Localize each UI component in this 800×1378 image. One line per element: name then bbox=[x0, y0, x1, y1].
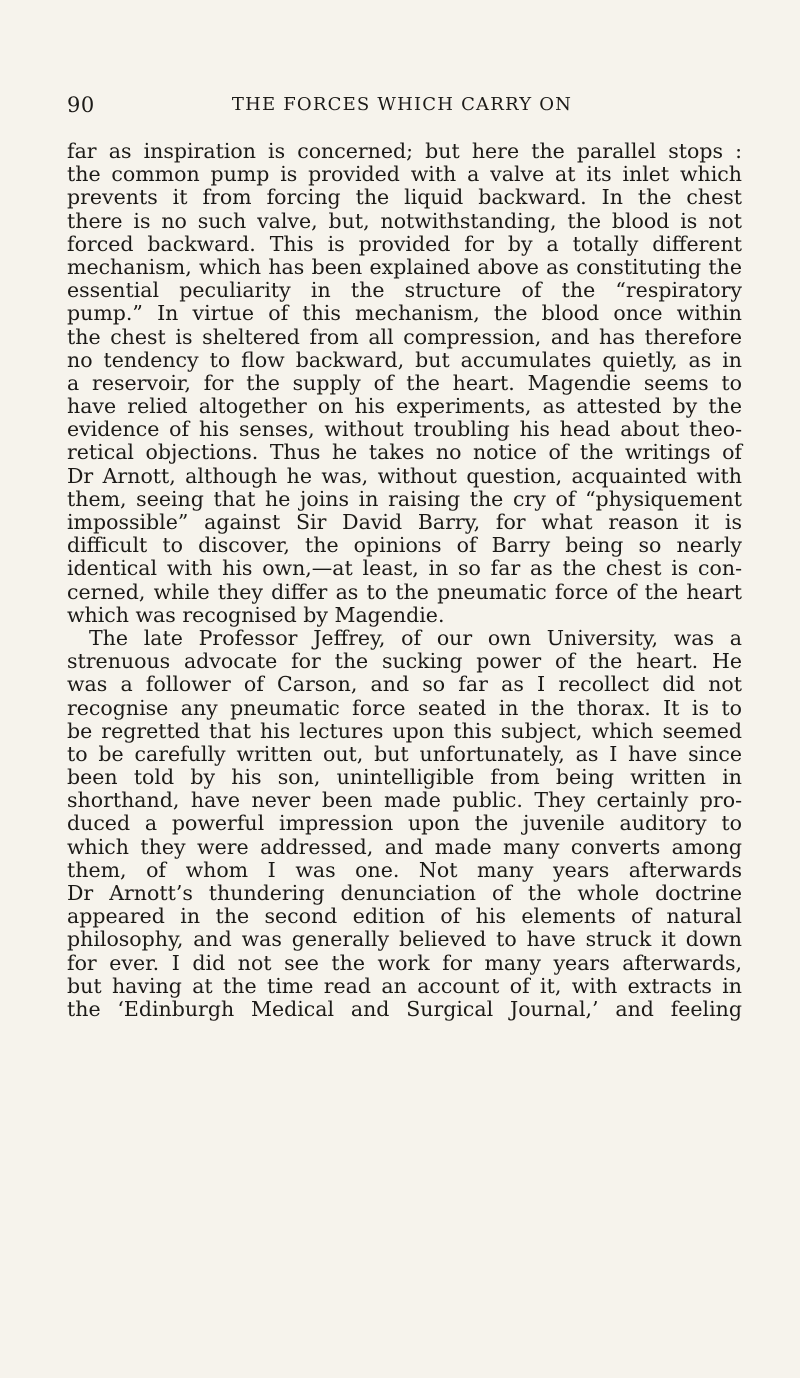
text-line: them, seeing that he joins in raising the cry of “physiquement bbox=[67, 486, 742, 511]
text-line: essential peculiarity in the structure of the “respiratory bbox=[67, 278, 742, 303]
text-line: far as inspiration is concerned; but here the parallel stops : bbox=[67, 139, 742, 163]
text-line: identical with his own,—at least, in so far as the chest is con- bbox=[67, 556, 742, 581]
text-line: a reservoir, for the supply of the heart. Magendie seems to bbox=[67, 370, 742, 395]
text-line: the common pump is provided with a valve at its inlet which bbox=[67, 162, 742, 187]
text-line: was a follower of Carson, and so far as I recollect did not bbox=[67, 672, 742, 697]
text-line: shorthand, have never been made public. They certainly pro- bbox=[67, 788, 742, 813]
text-line: philosophy, and was generally believed to have struck it down bbox=[67, 927, 742, 952]
text-line: appeared in the second edition of his elements of natural bbox=[67, 904, 742, 929]
body-text bbox=[67, 140, 742, 1021]
running-head bbox=[67, 90, 737, 120]
text-line: but having at the time read an account of it, with extracts in bbox=[67, 973, 742, 998]
text-line: the ‘Edinburgh Medical and Surgical Journal,’ and feeling bbox=[67, 996, 742, 1021]
text-line: Dr Arnott’s thundering denunciation of the whole doctrine bbox=[67, 881, 742, 905]
running-head-title: THE FORCES WHICH CARRY ON bbox=[231, 94, 573, 115]
text-line: been told by his son, unintelligible from being written in bbox=[67, 765, 742, 790]
text-line: strenuous advocate for the sucking power of the heart. He bbox=[67, 649, 742, 674]
text-line: no tendency to flow backward, but accumulates quietly, as in bbox=[67, 347, 742, 372]
text-line: difficult to discover, the opinions of Barry being so nearly bbox=[67, 533, 742, 558]
text-line: there is no such valve, but, notwithstanding, the blood is not bbox=[67, 208, 742, 233]
text-line: the chest is sheltered from all compression, and has therefore bbox=[67, 324, 742, 349]
text-line: have relied altogether on his experiments, as attested by the bbox=[67, 394, 742, 419]
text-line: evidence of his senses, without troubling his head about theo- bbox=[67, 417, 742, 442]
text-line: which they were addressed, and made many converts among bbox=[67, 834, 742, 859]
text-line: forced backward. This is provided for by a totally different bbox=[67, 231, 742, 256]
text-line: be regretted that his lectures upon this subject, which seemed bbox=[67, 718, 742, 743]
text-line: them, of whom I was one. Not many years afterwards bbox=[67, 857, 742, 882]
text-line: recognise any pneumatic force seated in the thorax. It is to bbox=[67, 695, 742, 720]
text-line: pump.” In virtue of this mechanism, the blood once within bbox=[67, 301, 742, 326]
page-number: 90 bbox=[67, 93, 95, 117]
text-line: to be carefully written out, but unfortunately, as I have since bbox=[67, 741, 742, 766]
text-line: Dr Arnott, although he was, without question, acquainted with bbox=[67, 463, 742, 488]
text-line: The late Professor Jeffrey, of our own University, was a bbox=[89, 625, 742, 650]
text-line: impossible” against Sir David Barry, for what reason it is bbox=[67, 510, 742, 534]
text-line: duced a powerful impression upon the juvenile auditory to bbox=[67, 811, 742, 836]
text-line: which was recognised by Magendie. bbox=[67, 602, 445, 627]
text-line: for ever. I did not see the work for many years afterwards, bbox=[67, 950, 742, 975]
text-line: cerned, while they differ as to the pneumatic force of the heart bbox=[67, 579, 742, 604]
text-line: prevents it from forcing the liquid backward. In the chest bbox=[67, 185, 742, 210]
text-line: retical objections. Thus he takes no notice of the writings of bbox=[67, 440, 742, 465]
text-line: mechanism, which has been explained above as constituting the bbox=[67, 254, 742, 279]
